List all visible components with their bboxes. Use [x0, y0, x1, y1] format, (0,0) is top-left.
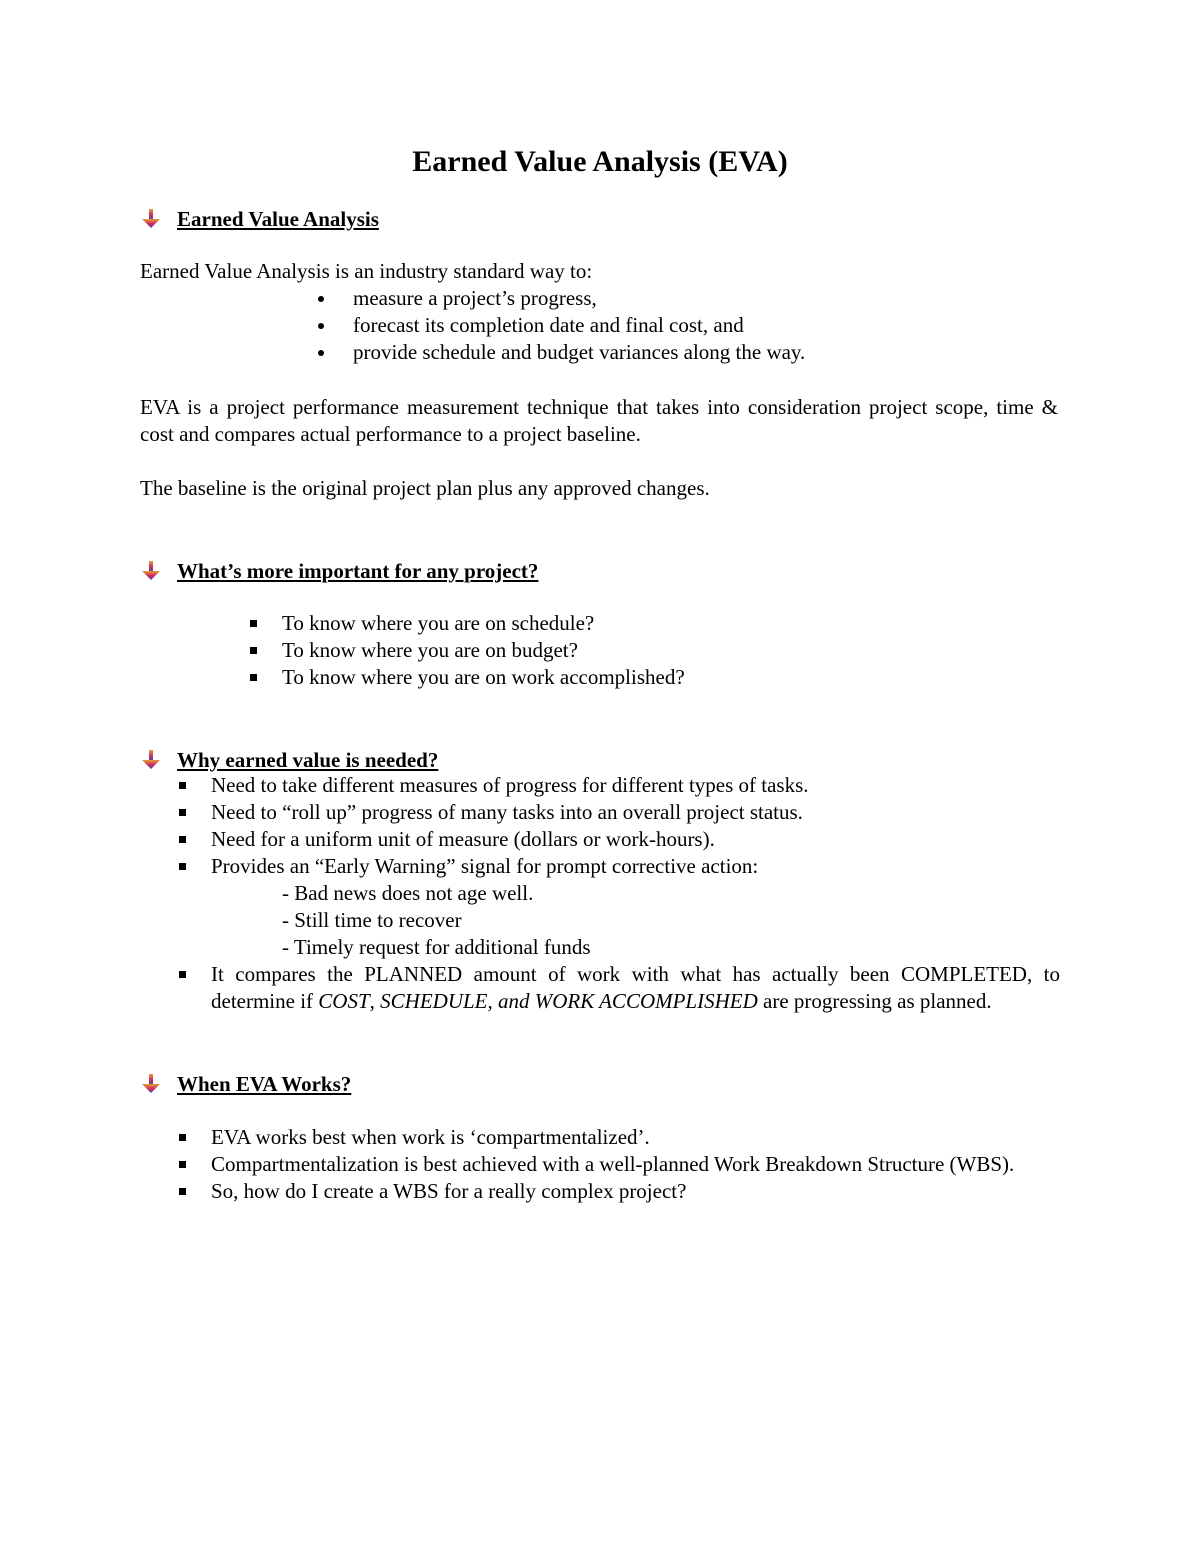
list-item-text: So, how do I create a WBS for a really complex project? — [211, 1179, 687, 1203]
eva-definition-paragraph: EVA is a project performance measurement technique that takes into consideration project scope, time & cost and compares actual performance to a project baseline. — [140, 395, 1058, 446]
bullet-square — [179, 836, 186, 843]
down-arrow-icon — [140, 208, 162, 230]
sub-list-item — [176, 934, 1060, 961]
bullet-list — [316, 285, 1076, 366]
bullet-list — [176, 772, 1060, 1015]
bullet-square — [179, 809, 186, 816]
section-title: When EVA Works? — [177, 1071, 352, 1096]
bullet-square — [179, 1161, 186, 1168]
list-item-text: To know where you are on work accomplished? — [282, 665, 685, 689]
sub-list-item-text: - Bad news does not age well. — [282, 881, 534, 905]
bullet-square — [250, 620, 257, 627]
baseline-paragraph: The baseline is the original project plan plus any approved changes. — [140, 476, 710, 500]
section-title: What’s more important for any project? — [177, 558, 539, 583]
section-heading-when-eva-works — [140, 1069, 351, 1099]
list-item — [316, 312, 1076, 339]
list-item — [176, 799, 1060, 826]
list-item-text: Need to take different measures of progress for different types of tasks. — [211, 773, 809, 797]
list-item-text: To know where you are on budget? — [282, 638, 578, 662]
list-item — [176, 961, 1060, 1015]
sub-list-item — [176, 907, 1060, 934]
section-title: Why earned value is needed? — [177, 747, 439, 772]
list-item — [316, 285, 1076, 312]
bullet-square — [250, 647, 257, 654]
section-heading-why-earned-value — [140, 745, 438, 775]
list-item — [246, 637, 1066, 664]
sub-list-item-text: - Still time to recover — [282, 908, 462, 932]
list-item-text: Compartmentalization is best achieved with a well-planned Work Breakdown Structure (WBS). — [211, 1152, 1015, 1176]
bullet-dot — [318, 323, 324, 329]
list-item-text: It compares the PLANNED amount of work with what has actually been COMPLETED, to determine if COST, SCHEDULE, and WORK ACCOMPLISHED are progressing as planned. — [211, 962, 1060, 1013]
page-title: Earned Value Analysis (EVA) — [412, 145, 788, 178]
list-item-text: Provides an “Early Warning” signal for prompt corrective action: — [211, 854, 759, 878]
list-item — [316, 339, 1076, 366]
list-item-text: provide schedule and budget variances along the way. — [353, 340, 806, 364]
list-item-text: EVA works best when work is ‘compartmentalized’. — [211, 1125, 650, 1149]
bullet-square — [250, 674, 257, 681]
section-heading-whats-more-important — [140, 556, 538, 586]
intro-text: Earned Value Analysis is an industry standard way to: — [140, 259, 593, 283]
list-item-text: To know where you are on schedule? — [282, 611, 595, 635]
list-item-text: measure a project’s progress, — [353, 286, 597, 310]
list-item-text: Need to “roll up” progress of many tasks into an overall project status. — [211, 800, 803, 824]
down-arrow-icon — [140, 749, 162, 771]
section-title: Earned Value Analysis — [177, 206, 379, 231]
bullet-dot — [318, 350, 324, 356]
list-item — [176, 826, 1060, 853]
list-item-text: forecast its completion date and final cost, and — [353, 313, 744, 337]
bullet-list — [176, 1124, 1060, 1205]
list-item — [176, 1178, 1060, 1205]
bullet-square — [179, 1134, 186, 1141]
bullet-dot — [318, 296, 324, 302]
list-item — [176, 1151, 1060, 1178]
list-item — [176, 853, 1060, 880]
list-item-text: Need for a uniform unit of measure (dollars or work-hours). — [211, 827, 715, 851]
section-heading-earned-value-analysis — [140, 204, 379, 234]
sub-list-item-text: - Timely request for additional funds — [282, 935, 591, 959]
list-item — [246, 610, 1066, 637]
bullet-square — [179, 1188, 186, 1195]
down-arrow-icon — [140, 1073, 162, 1095]
bullet-square — [179, 863, 186, 870]
list-item — [176, 772, 1060, 799]
down-arrow-icon — [140, 560, 162, 582]
list-item — [176, 1124, 1060, 1151]
bullet-list — [246, 610, 1066, 691]
bullet-square — [179, 971, 186, 978]
sub-list-item — [176, 880, 1060, 907]
bullet-square — [179, 782, 186, 789]
list-item — [246, 664, 1066, 691]
